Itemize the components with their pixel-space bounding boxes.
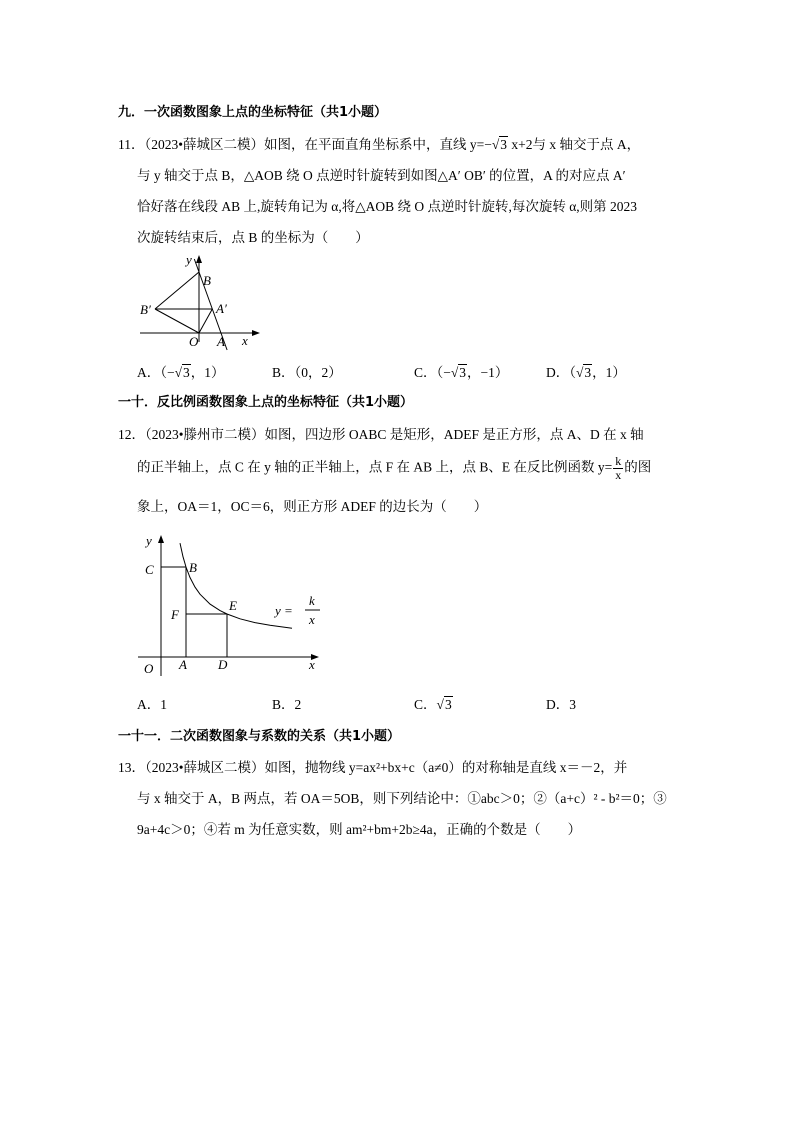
question-12-line-2-text: 的正半轴上，点 C 在 y 轴的正半轴上，点 F 在 AB 上，点 B、E 在反比例函数 y= xyxy=(137,459,613,475)
option-text: （−√ xyxy=(160,365,183,380)
option-text-end: ，1） xyxy=(190,365,225,380)
section-heading-9: 九．一次函数图象上点的坐标特征（共1小题） xyxy=(118,105,388,120)
label-point-e: E xyxy=(229,598,237,613)
option-letter: C． xyxy=(414,365,437,380)
question-11-line-1-text-end: x+2与 x 轴交于点 A， xyxy=(508,137,641,152)
question-12-option-b xyxy=(272,697,301,713)
label-point-a: A xyxy=(217,334,225,349)
label-point-f: F xyxy=(171,607,179,622)
question-11-option-a xyxy=(137,365,225,381)
question-12-option-d xyxy=(546,697,576,713)
question-11-option-b xyxy=(272,365,342,381)
question-11-line-2: 与 y 轴交于点 B，△AOB 绕 O 点逆时针旋转到如图△A′ OB′ 的位置，A 的对应点 A′ xyxy=(137,168,626,183)
label-point-b: B xyxy=(203,273,211,288)
segment-b-prime-b xyxy=(155,272,199,309)
question-11-option-d xyxy=(546,365,626,381)
option-text-end: ，1） xyxy=(592,365,626,380)
label-y-axis: y xyxy=(146,533,152,548)
segment-o-a-prime xyxy=(199,309,212,333)
sqrt-radicand: 3 xyxy=(500,137,507,152)
section-heading-11: 一十一．二次函数图象与系数的关系（共1小题） xyxy=(118,729,401,744)
question-12-line-2-text-end: 的图 xyxy=(624,459,652,475)
option-text: （−√ xyxy=(436,365,459,380)
option-letter: C． xyxy=(414,697,437,712)
question-13-line-1: 13．（2023•薛城区二模）如图，抛物线 y=ax²+bx+c（a≠0）的对称轴是直线 x＝－2，并 xyxy=(118,760,628,775)
option-letter: A． xyxy=(137,697,161,712)
curve-label-denominator: x xyxy=(309,612,315,627)
x-axis-arrow-icon xyxy=(252,330,260,336)
question-12-figure xyxy=(135,530,325,680)
question-11-figure xyxy=(130,250,265,355)
option-text: √ xyxy=(436,697,444,712)
option-text: （0，2） xyxy=(294,365,342,380)
label-point-o: O xyxy=(144,661,154,676)
fraction-denominator: x xyxy=(615,468,622,482)
label-point-b: B xyxy=(189,560,197,575)
label-point-d: D xyxy=(218,657,228,672)
sqrt-radicand: 3 xyxy=(183,365,190,380)
fraction-k-over-x xyxy=(613,455,623,482)
question-11-line-1-text: 11．（2023•薛城区二模）如图，在平面直角坐标系中，直线 y=−√ xyxy=(118,137,500,152)
segment-b-prime-o xyxy=(155,309,199,333)
y-axis-arrow-icon xyxy=(158,535,164,543)
label-point-o: O xyxy=(189,334,199,349)
question-13-line-3: 9a+4c＞0；④若 m 为任意实数，则 am²+bm+2b≥4a，正确的个数是（ ） xyxy=(137,822,582,837)
question-11-line-1 xyxy=(118,137,640,153)
sqrt-radicand: 3 xyxy=(584,365,592,380)
label-point-a-prime: A′ xyxy=(216,301,227,316)
sqrt-radicand: 3 xyxy=(459,365,467,380)
option-text: 1 xyxy=(160,697,167,712)
label-point-a: A xyxy=(179,657,187,672)
option-letter: B． xyxy=(272,697,295,712)
label-x-axis: x xyxy=(242,333,248,348)
question-11-option-c xyxy=(414,365,508,381)
question-12-line-1: 12．（2023•滕州市二模）如图，四边形 OABC 是矩形，ADEF 是正方形，点 A、D 在 x 轴 xyxy=(118,427,644,442)
fraction-numerator: k xyxy=(615,454,622,468)
option-text: 3 xyxy=(569,697,576,712)
question-11-line-4: 次旋转结束后，点 B 的坐标为（ ） xyxy=(137,230,369,245)
curve-label-lhs: y = xyxy=(275,603,293,618)
sqrt-radicand: 3 xyxy=(444,697,452,712)
option-letter: D． xyxy=(546,365,570,380)
option-text: （√ xyxy=(569,365,584,380)
option-text: 2 xyxy=(294,697,302,712)
y-axis-arrow-icon xyxy=(196,255,202,263)
option-letter: D． xyxy=(546,697,570,712)
curve-label-numerator: k xyxy=(309,593,315,608)
option-letter: A． xyxy=(137,365,161,380)
label-point-b-prime: B′ xyxy=(140,302,151,317)
question-12-option-a xyxy=(137,697,167,713)
question-12-line-3: 象上，OA＝1，OC＝6，则正方形 ADEF 的边长为（ ） xyxy=(137,499,488,514)
label-y-axis: y xyxy=(186,252,192,267)
question-11-line-3: 恰好落在线段 AB 上,旋转角记为 α,将△AOB 绕 O 点逆时针旋转,每次旋转 α,则第 2023 xyxy=(137,199,638,214)
label-point-c: C xyxy=(145,562,154,577)
question-13-line-2: 与 x 轴交于 A，B 两点，若 OA＝5OB，则下列结论中：①abc＞0；②（a+c）² - b²＝0；③ xyxy=(137,791,667,806)
option-letter: B． xyxy=(272,365,295,380)
question-12-option-c xyxy=(414,697,453,713)
section-heading-10: 一十．反比例函数图象上点的坐标特征（共1小题） xyxy=(118,395,414,410)
label-x-axis: x xyxy=(309,657,315,672)
question-12-line-2 xyxy=(137,455,651,482)
option-text-end: ，−1） xyxy=(467,365,509,380)
